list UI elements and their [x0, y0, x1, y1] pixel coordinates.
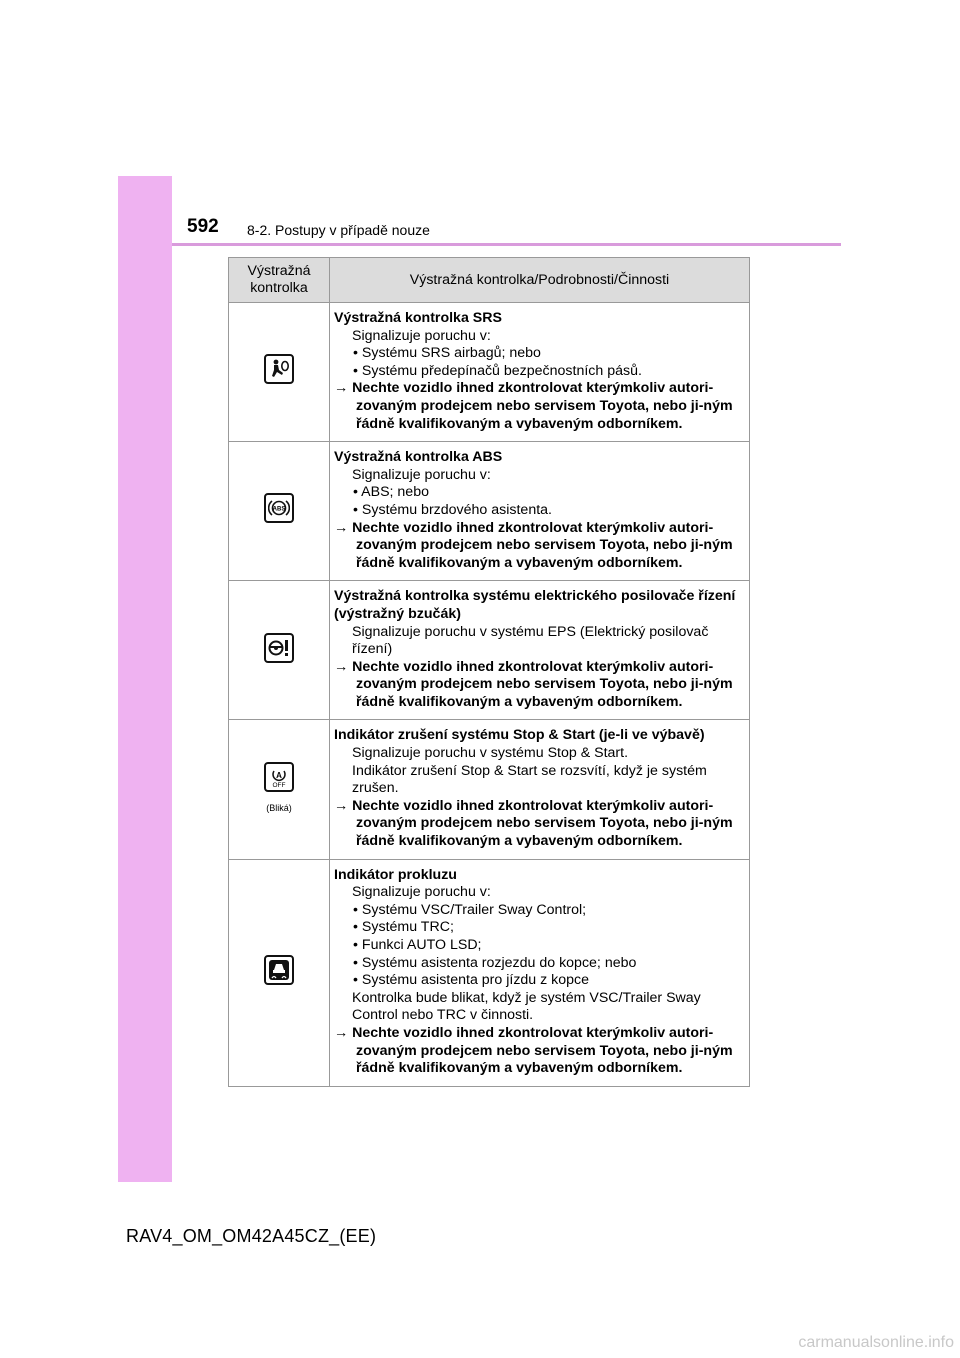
warning-title: Indikátor zrušení systému Stop & Start (je-li ve výbavě) — [334, 727, 705, 744]
svg-text:A: A — [276, 770, 282, 780]
table-header-row — [229, 258, 750, 303]
warning-light-cell — [229, 720, 330, 859]
warning-title: Výstražná kontrolka systému elektrického posilovače řízení (výstražný bzučák) — [334, 588, 736, 622]
description-text: Signalizuje poruchu v: — [352, 884, 491, 901]
icon-caption: (Bliká) — [266, 802, 292, 813]
list-item: • Funkci AUTO LSD; — [353, 937, 482, 953]
list-item: • Systému TRC; — [353, 919, 454, 936]
watermark[interactable]: carmanualsonline.info — [798, 1334, 954, 1351]
abs-icon-text: ABS — [272, 506, 286, 513]
action-instruction: → Nechte vozidlo ihned zkontrolovat kterýmkoliv autori-zovaným prodejcem nebo servisem Toyota, nebo ji-ným řádně kvalifikovaným a vybaveným odborníkem. — [334, 519, 733, 571]
stop-start-off-icon — [264, 762, 294, 792]
list-item: • Systému asistenta rozjezdu do kopce; nebo — [353, 954, 637, 971]
warning-title: Výstražná kontrolka ABS — [334, 449, 503, 466]
table-row — [229, 442, 750, 581]
warning-light-cell — [229, 859, 330, 1086]
details-cell — [330, 303, 750, 442]
page-number: 592 — [187, 216, 219, 237]
slip-indicator-icon — [264, 955, 294, 985]
table-row — [229, 303, 750, 442]
airbag-warning-icon — [264, 354, 294, 384]
document-code: RAV4_OM_OM42A45CZ_(EE) — [126, 1226, 377, 1246]
abs-warning-icon — [264, 493, 294, 523]
action-instruction: → Nechte vozidlo ihned zkontrolovat kterýmkoliv autori-zovaným prodejcem nebo servisem Toyota, nebo ji-ným řádně kvalifikovaným a vybaveným odborníkem. — [334, 1024, 733, 1077]
description-text: Indikátor zrušení Stop & Start se rozsvítí, když je systém zrušen. — [352, 762, 707, 797]
action-instruction: → Nechte vozidlo ihned zkontrolovat kterýmkoliv autori-zovaným prodejcem nebo servisem Toyota, nebo ji-ným řádně kvalifikovaným a vybaveným odborníkem. — [334, 380, 733, 432]
table-row — [229, 859, 750, 1086]
description-text: Signalizuje poruchu v: — [352, 466, 491, 483]
description-text: Kontrolka bude blikat, když je systém VSC/Trailer Sway Control nebo TRC v činnosti. — [352, 989, 701, 1024]
side-tab-strip — [118, 176, 172, 1182]
details-cell — [330, 581, 750, 720]
table-row — [229, 720, 750, 859]
action-instruction: → Nechte vozidlo ihned zkontrolovat kterýmkoliv autori-zovaným prodejcem nebo servisem Toyota, nebo ji-ným řádně kvalifikovaným a vybaveným odborníkem. — [334, 797, 733, 850]
col-header-details: Výstražná kontrolka/Podrobnosti/Činnosti — [330, 258, 750, 303]
table-row — [229, 581, 750, 720]
list-item: • Systému VSC/Trailer Sway Control; — [353, 901, 587, 918]
list-item: • Systému brzdového asistenta. — [353, 501, 552, 518]
off-icon-text: OFF — [272, 781, 286, 788]
details-cell — [330, 442, 750, 581]
warning-title: Výstražná kontrolka SRS — [334, 310, 502, 326]
list-item: • Systému SRS airbagů; nebo — [353, 345, 541, 362]
description-text: Signalizuje poruchu v systému EPS (Elektrický posilovač řízení) — [352, 623, 709, 658]
warning-light-cell — [229, 303, 330, 442]
details-cell — [330, 720, 750, 859]
warning-lights-table — [228, 257, 750, 1087]
col-header-warning-light: Výstražná kontrolka — [229, 258, 330, 303]
warning-light-cell — [229, 581, 330, 720]
header-divider — [172, 243, 841, 246]
description-text: Signalizuje poruchu v: — [352, 327, 491, 344]
list-item: • ABS; nebo — [353, 484, 429, 501]
action-instruction: → Nechte vozidlo ihned zkontrolovat kterýmkoliv autori-zovaným prodejcem nebo servisem Toyota, nebo ji-ným řádně kvalifikovaným a vybaveným odborníkem. — [334, 658, 733, 710]
list-item: • Systému asistenta pro jízdu z kopce — [353, 972, 590, 989]
description-text: Signalizuje poruchu v systému Stop & Start. — [352, 745, 629, 762]
eps-warning-icon — [264, 633, 294, 663]
list-item: • Systému předepínačů bezpečnostních pásů. — [353, 362, 642, 379]
section-title: 8-2. Postupy v případě nouze — [247, 222, 430, 238]
details-cell — [330, 859, 750, 1086]
warning-light-cell — [229, 442, 330, 581]
warning-title: Indikátor prokluzu — [334, 866, 457, 883]
